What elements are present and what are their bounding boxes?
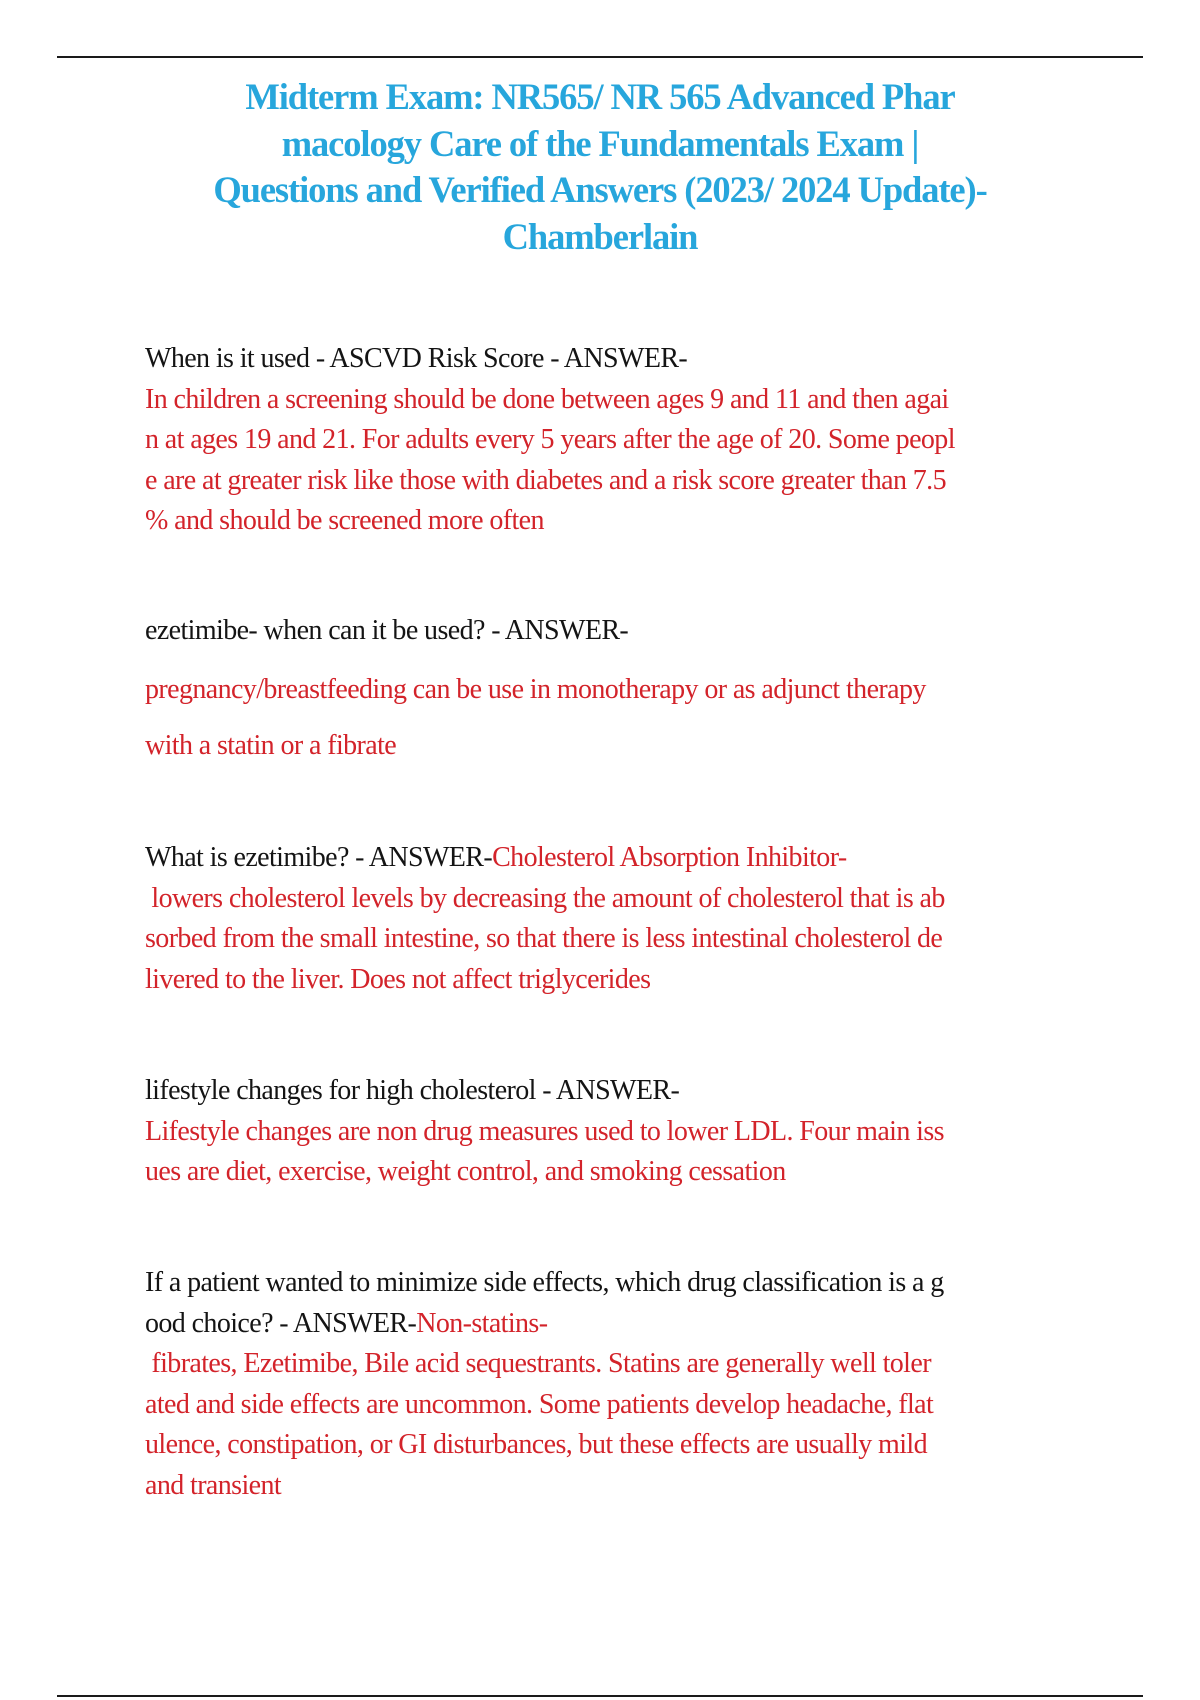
top-rule	[57, 56, 1143, 58]
bottom-rule	[57, 1695, 1143, 1697]
qa-line	[145, 919, 1085, 960]
question-text: ood choice? - ANSWER-	[145, 1307, 417, 1339]
qa-line	[145, 1304, 1085, 1345]
answer-text: livered to the liver. Does not affect triglycerides	[145, 963, 651, 995]
qa-line	[145, 501, 1085, 542]
qa-answer-block-ezetimibe-use	[145, 662, 1085, 774]
qa-item-lifestyle-changes	[145, 1071, 1085, 1193]
qa-line	[145, 1112, 1085, 1153]
question-text: lifestyle changes for high cholesterol - ANSWER-	[145, 1075, 680, 1106]
answer-text: fibrates, Ezetimibe, Bile acid sequestrants. Statins are generally well toler	[145, 1348, 931, 1379]
answer-text: and transient	[145, 1469, 282, 1501]
qa-line	[145, 339, 1085, 380]
qa-line	[145, 879, 1085, 920]
answer-text: lowers cholesterol levels by decreasing the amount of cholesterol that is ab	[145, 882, 945, 914]
question-text: ezetimibe- when can it be used? - ANSWER-	[145, 615, 629, 646]
answer-text: n at ages 19 and 21. For adults every 5 years after the age of 20. Some peopl	[145, 424, 955, 455]
answer-text: Cholesterol Absorption Inhibitor-	[492, 842, 847, 873]
qa-item-ezetimibe-use	[145, 612, 1085, 650]
qa-line	[145, 838, 1085, 879]
answer-text: e are at greater risk like those with diabetes and a risk score greater than 7.5	[145, 464, 946, 496]
document-title	[140, 74, 1060, 260]
answer-text: sorbed from the small intestine, so that there is less intestinal cholesterol de	[145, 923, 943, 954]
qa-line	[145, 960, 1085, 1001]
answer-text: Non-statins-	[416, 1307, 548, 1339]
qa-line	[145, 1385, 1085, 1426]
title-line: Midterm Exam: NR565/ NR 565 Advanced Phar	[245, 76, 955, 117]
qa-item-minimize-side-effects	[145, 1263, 1085, 1506]
qa-line	[145, 1466, 1085, 1507]
answer-text: In children a screening should be done between ages 9 and 11 and then agai	[145, 383, 949, 415]
title-line: Questions and Verified Answers (2023/ 2024 Update)-	[213, 169, 987, 210]
answer-text: ues are diet, exercise, weight control, and smoking cessation	[145, 1156, 786, 1187]
answer-text: ulence, constipation, or GI disturbances, but these effects are usually mild	[145, 1429, 927, 1460]
qa-item-ascvd	[145, 339, 1085, 542]
qa-line	[145, 1425, 1085, 1466]
qa-line	[145, 1152, 1085, 1193]
answer-text: % and should be screened more often	[145, 505, 544, 536]
qa-line	[145, 420, 1085, 461]
question-text: If a patient wanted to minimize side effects, which drug classification is a g	[145, 1267, 944, 1298]
qa-line	[145, 1263, 1085, 1304]
answer-text: ated and side effects are uncommon. Some patients develop headache, flat	[145, 1388, 934, 1420]
qa-line	[145, 1071, 1085, 1112]
question-text: When is it used - ASCVD Risk Score - ANSWER-	[145, 343, 688, 374]
qa-line	[145, 1344, 1085, 1385]
title-line: Chamberlain	[502, 215, 698, 257]
answer-text: pregnancy/breastfeeding can be use in monotherapy or as adjunct therapy	[145, 674, 926, 705]
title-line: macology Care of the Fundamentals Exam |	[281, 122, 919, 164]
answer-text: Lifestyle changes are non drug measures used to lower LDL. Four main iss	[145, 1115, 944, 1147]
question-text: What is ezetimibe? - ANSWER-	[145, 842, 493, 873]
answer-text: with a statin or a fibrate	[145, 730, 397, 761]
qa-line	[145, 461, 1085, 502]
qa-item-what-is-ezetimibe	[145, 838, 1085, 1000]
qa-line	[145, 380, 1085, 421]
